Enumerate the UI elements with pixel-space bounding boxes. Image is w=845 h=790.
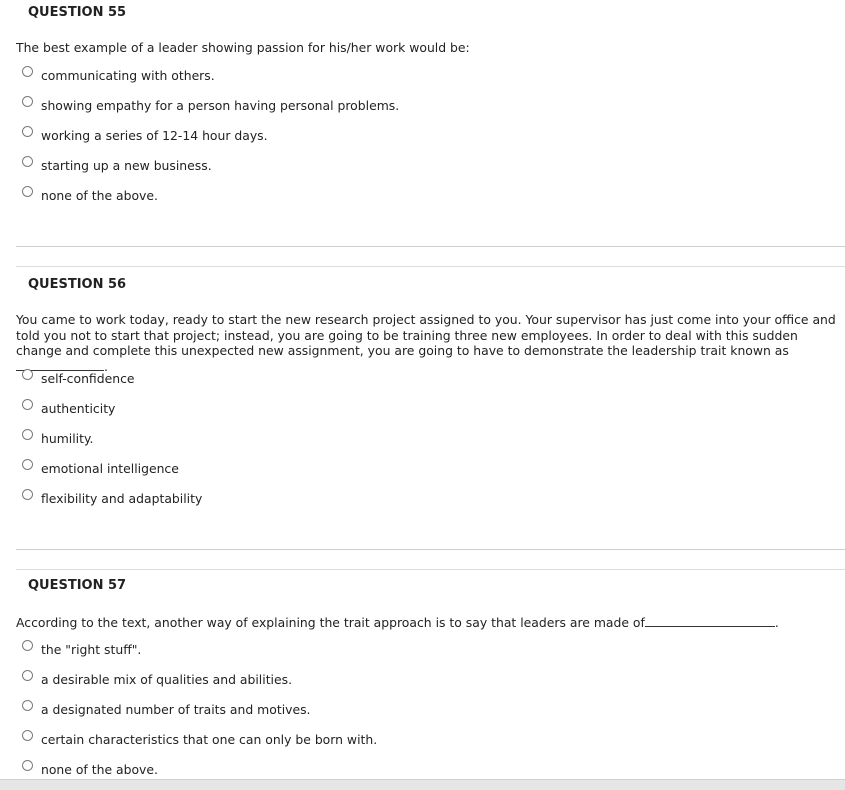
answer-option[interactable]: [22, 125, 268, 145]
answer-label: flexibility and adaptability: [41, 491, 203, 506]
answer-option[interactable]: [22, 65, 215, 85]
answer-option[interactable]: [22, 458, 179, 478]
answer-option[interactable]: [22, 428, 93, 448]
horizontal-scrollbar[interactable]: [0, 779, 845, 790]
radio-button[interactable]: [22, 126, 33, 137]
answer-label: the "right stuff".: [41, 642, 142, 657]
answer-option[interactable]: [22, 95, 399, 115]
answer-blank: [645, 615, 775, 627]
radio-button[interactable]: [22, 399, 33, 410]
question-text: [16, 312, 842, 374]
radio-button[interactable]: [22, 700, 33, 711]
answer-option[interactable]: [22, 398, 115, 418]
question-text: [16, 615, 842, 631]
answer-label: a designated number of traits and motives.: [41, 702, 311, 717]
radio-button[interactable]: [22, 670, 33, 681]
answer-label: emotional intelligence: [41, 461, 179, 476]
section-divider: [16, 549, 845, 550]
answer-option[interactable]: [22, 185, 158, 205]
answer-option[interactable]: [22, 488, 202, 508]
question-title: QUESTION 55: [28, 5, 127, 20]
answer-label: a desirable mix of qualities and abilities.: [41, 672, 293, 687]
radio-button[interactable]: [22, 730, 33, 741]
radio-button[interactable]: [22, 640, 33, 651]
radio-button[interactable]: [22, 429, 33, 440]
radio-button[interactable]: [22, 96, 33, 107]
section-divider: [16, 266, 845, 267]
answer-label: none of the above.: [41, 188, 158, 203]
answer-label: showing empathy for a person having personal problems.: [41, 98, 400, 113]
answer-label: authenticity: [41, 401, 116, 416]
answer-label: none of the above.: [41, 762, 158, 777]
answer-label: self-confidence: [41, 371, 135, 386]
answer-option[interactable]: [22, 155, 212, 175]
answer-label: certain characteristics that one can only be born with.: [41, 732, 378, 747]
section-divider: [16, 246, 845, 247]
answer-option[interactable]: [22, 368, 135, 388]
question-text-end: .: [104, 358, 108, 374]
answer-option[interactable]: [22, 729, 377, 749]
radio-button[interactable]: [22, 369, 33, 380]
question-text: The best example of a leader showing passion for his/her work would be:: [16, 40, 470, 55]
question-title: QUESTION 57: [28, 578, 127, 593]
question-text-body: According to the text, another way of explaining the trait approach is to say that leaders are made of: [16, 615, 645, 630]
question-text-end: .: [774, 615, 779, 630]
radio-button[interactable]: [22, 66, 33, 77]
radio-button[interactable]: [22, 156, 33, 167]
question-title: QUESTION 56: [28, 277, 127, 292]
answer-label: starting up a new business.: [41, 158, 212, 173]
answer-option[interactable]: [22, 669, 292, 689]
radio-button[interactable]: [22, 186, 33, 197]
answer-option[interactable]: [22, 759, 158, 779]
answer-option[interactable]: [22, 639, 141, 659]
radio-button[interactable]: [22, 489, 33, 500]
radio-button[interactable]: [22, 760, 33, 771]
answer-label: humility.: [41, 431, 94, 446]
answer-label: working a series of 12-14 hour days.: [41, 128, 268, 143]
question-text-body: You came to work today, ready to start the new research project assigned to you. Your supervisor has just come into your office and told you not to start that project; instead, you are going to be training three new employees. In order to deal with this sudden change and complete this unexpected new assignment, you are going to have to demonstrate the leadership trait known as: [16, 312, 836, 358]
answer-option[interactable]: [22, 699, 310, 719]
radio-button[interactable]: [22, 459, 33, 470]
section-divider: [16, 569, 845, 570]
answer-label: communicating with others.: [41, 68, 215, 83]
